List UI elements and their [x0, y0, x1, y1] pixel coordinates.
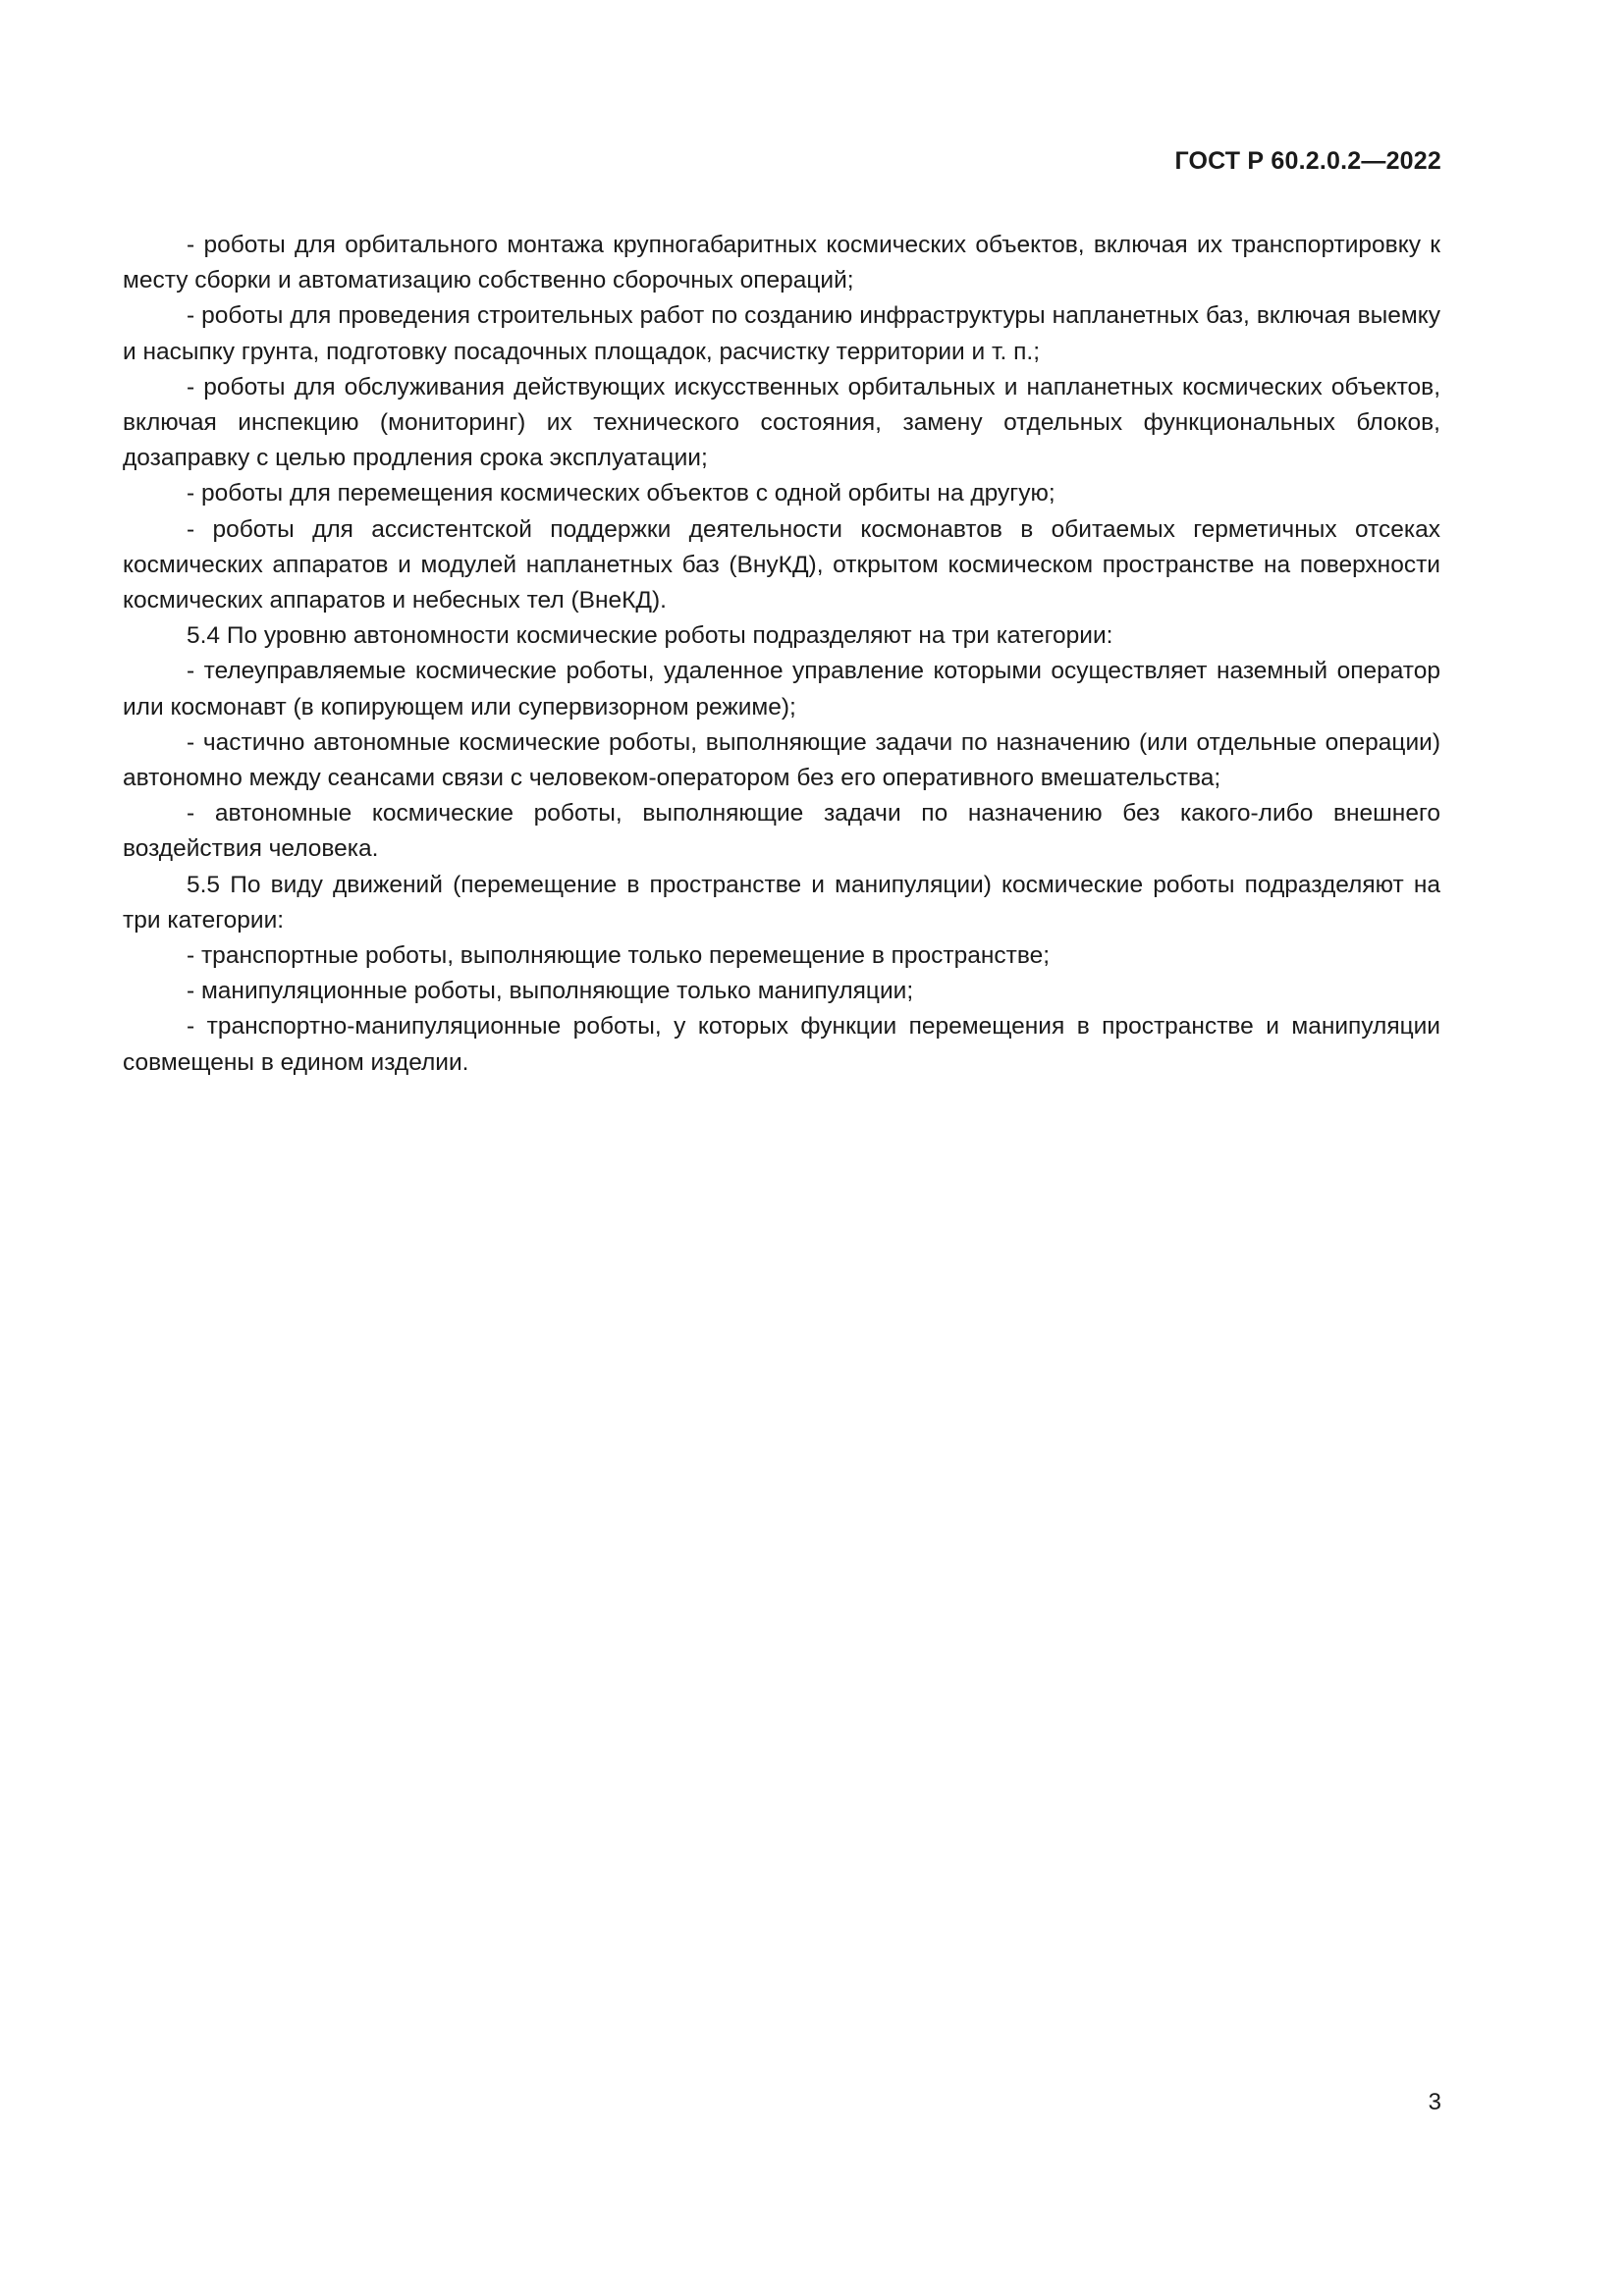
list-item-autonomous: - автономные космические роботы, выполняющие задачи по назначению без какого-либо внешнего воздействия человека.: [123, 800, 1440, 863]
page-number: 3: [1428, 2089, 1441, 2115]
clause-5-4: 5.4 По уровню автономности космические роботы подразделяют на три категории:: [187, 622, 1113, 650]
list-item-transport-manipulation: - транспортно-манипуляционные роботы, у которых функции перемещения в пространстве и манипуляции совмещены в едином изделии.: [123, 1013, 1440, 1076]
list-item-orbit-transfer: - роботы для перемещения космических объектов с одной орбиты на другую;: [187, 480, 1056, 507]
list-item-servicing: - роботы для обслуживания действующих искусственных орбитальных и напланетных космических объектов, включая инспекцию (мониторинг) их технического состояния, замену отдельных функциональных блоков, дозаправку с целью продления срока эксплуатации;: [123, 373, 1440, 472]
document-code-header: ГОСТ Р 60.2.0.2—2022: [1174, 147, 1441, 175]
list-item-orbital-assembly: - роботы для орбитального монтажа крупногабаритных космических объектов, включая их транспортировку к месту сборки и автоматизацию собственно сборочных операций;: [123, 232, 1440, 294]
list-item-manipulation: - манипуляционные роботы, выполняющие только манипуляции;: [187, 978, 914, 1005]
list-item-transport: - транспортные роботы, выполняющие только перемещение в пространстве;: [187, 942, 1051, 970]
list-item-semi-autonomous: - частично автономные космические роботы, выполняющие задачи по назначению (или отдельные операции) автономно между сеансами связи с человеком-оператором без его оперативного вмешательства;: [123, 728, 1440, 792]
clause-5-5: 5.5 По виду движений (перемещение в пространстве и манипуляции) космические роботы подразделяют на три категории:: [123, 871, 1440, 934]
list-item-teleoperated: - телеуправляемые космические роботы, удаленное управление которыми осуществляет наземный оператор или космонавт (в копирующем или супервизорном режиме);: [123, 658, 1440, 721]
list-item-construction: - роботы для проведения строительных работ по созданию инфраструктуры напланетных баз, включая выемку и насыпку грунта, подготовку посадочных площадок, расчистку территории и т. п.;: [123, 302, 1440, 365]
body-text: [123, 228, 1440, 1081]
list-item-assistant: - роботы для ассистентской поддержки деятельности космонавтов в обитаемых герметичных отсеках космических аппаратов и модулей напланетных баз (ВнуКД), открытом космическом пространстве на поверхности космических аппаратов и небесных тел (ВнеКД).: [123, 515, 1440, 614]
